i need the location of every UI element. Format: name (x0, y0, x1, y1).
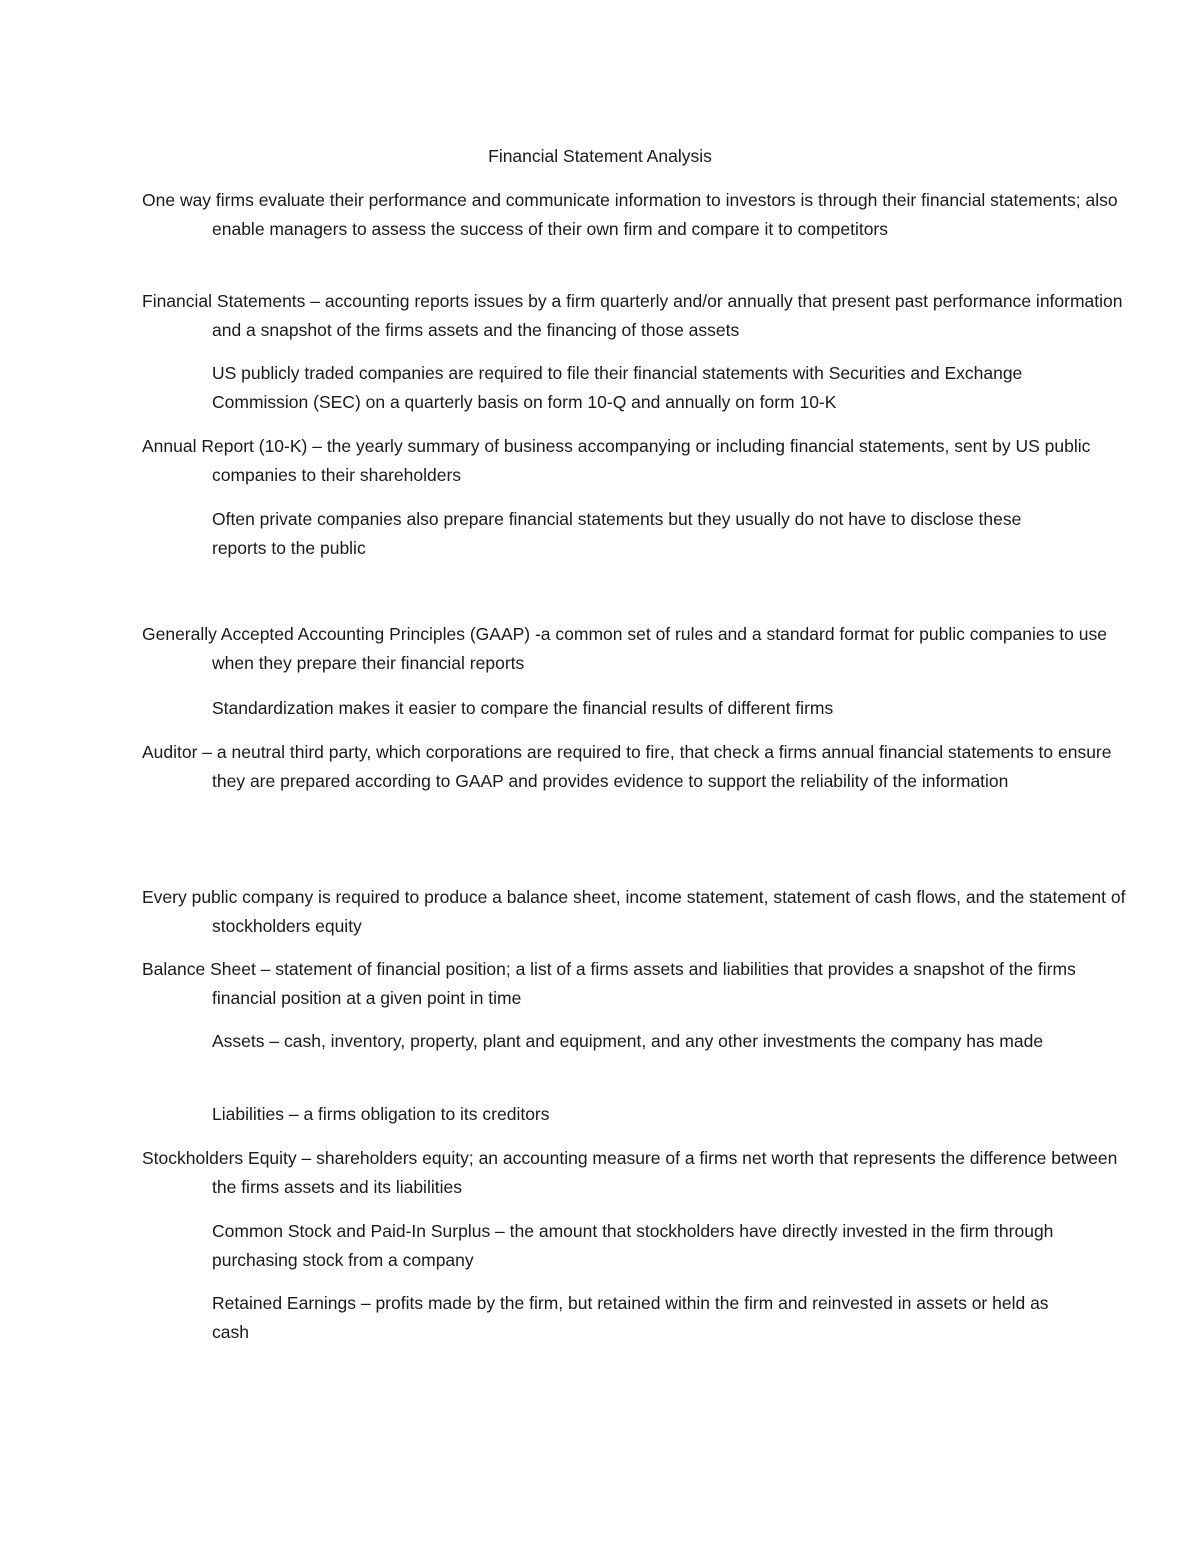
paragraph-assets: Assets – cash, inventory, property, plant and equipment, and any other investments the company has made (212, 1031, 1044, 1051)
paragraph-private-companies: Often private companies also prepare financial statements but they usually do not have to disclose these reports to the public (212, 509, 1022, 558)
paragraph-required-statements: Every public company is required to produce a balance sheet, income statement, statement of cash flows, and the statement of stockholders equity (142, 887, 1126, 936)
paragraph-stockholders-equity: Stockholders Equity – shareholders equity; an accounting measure of a firms net worth that represents the difference between the firms assets and its liabilities (142, 1148, 1118, 1197)
paragraph-common-stock: Common Stock and Paid-In Surplus – the amount that stockholders have directly invested in the firm through purchasing stock from a company (212, 1221, 1054, 1270)
document-title: Financial Statement Analysis (488, 146, 712, 166)
paragraph-annual-report: Annual Report (10-K) – the yearly summary of business accompanying or including financial statements, sent by US public companies to their shareholders (142, 436, 1091, 485)
paragraph-retained-earnings: Retained Earnings – profits made by the firm, but retained within the firm and reinvested in assets or held as cash (212, 1293, 1049, 1342)
paragraph-intro: One way firms evaluate their performance and communicate information to investors is through their financial statements; also enable managers to assess the success of their own firm and compare it to competitors (142, 190, 1118, 239)
paragraph-gaap: Generally Accepted Accounting Principles (GAAP) -a common set of rules and a standard format for public companies to use when they prepare their financial reports (142, 624, 1107, 673)
paragraph-standardization: Standardization makes it easier to compare the financial results of different firms (212, 698, 834, 718)
paragraph-us-public-filing: US publicly traded companies are required to file their financial statements with Securities and Exchange Commission (SEC) on a quarterly basis on form 10-Q and annually on form 10-K (212, 363, 1023, 412)
paragraph-liabilities: Liabilities – a firms obligation to its creditors (212, 1104, 550, 1124)
paragraph-auditor: Auditor – a neutral third party, which corporations are required to fire, that check a firms annual financial statements to ensure they are prepared according to GAAP and provides evidence to support the reliability of the information (142, 742, 1112, 791)
paragraph-financial-statements: Financial Statements – accounting reports issues by a firm quarterly and/or annually that present past performance information and a snapshot of the firms assets and the financing of those assets (142, 291, 1123, 340)
paragraph-balance-sheet: Balance Sheet – statement of financial position; a list of a firms assets and liabilities that provides a snapshot of the firms financial position at a given point in time (142, 959, 1076, 1008)
